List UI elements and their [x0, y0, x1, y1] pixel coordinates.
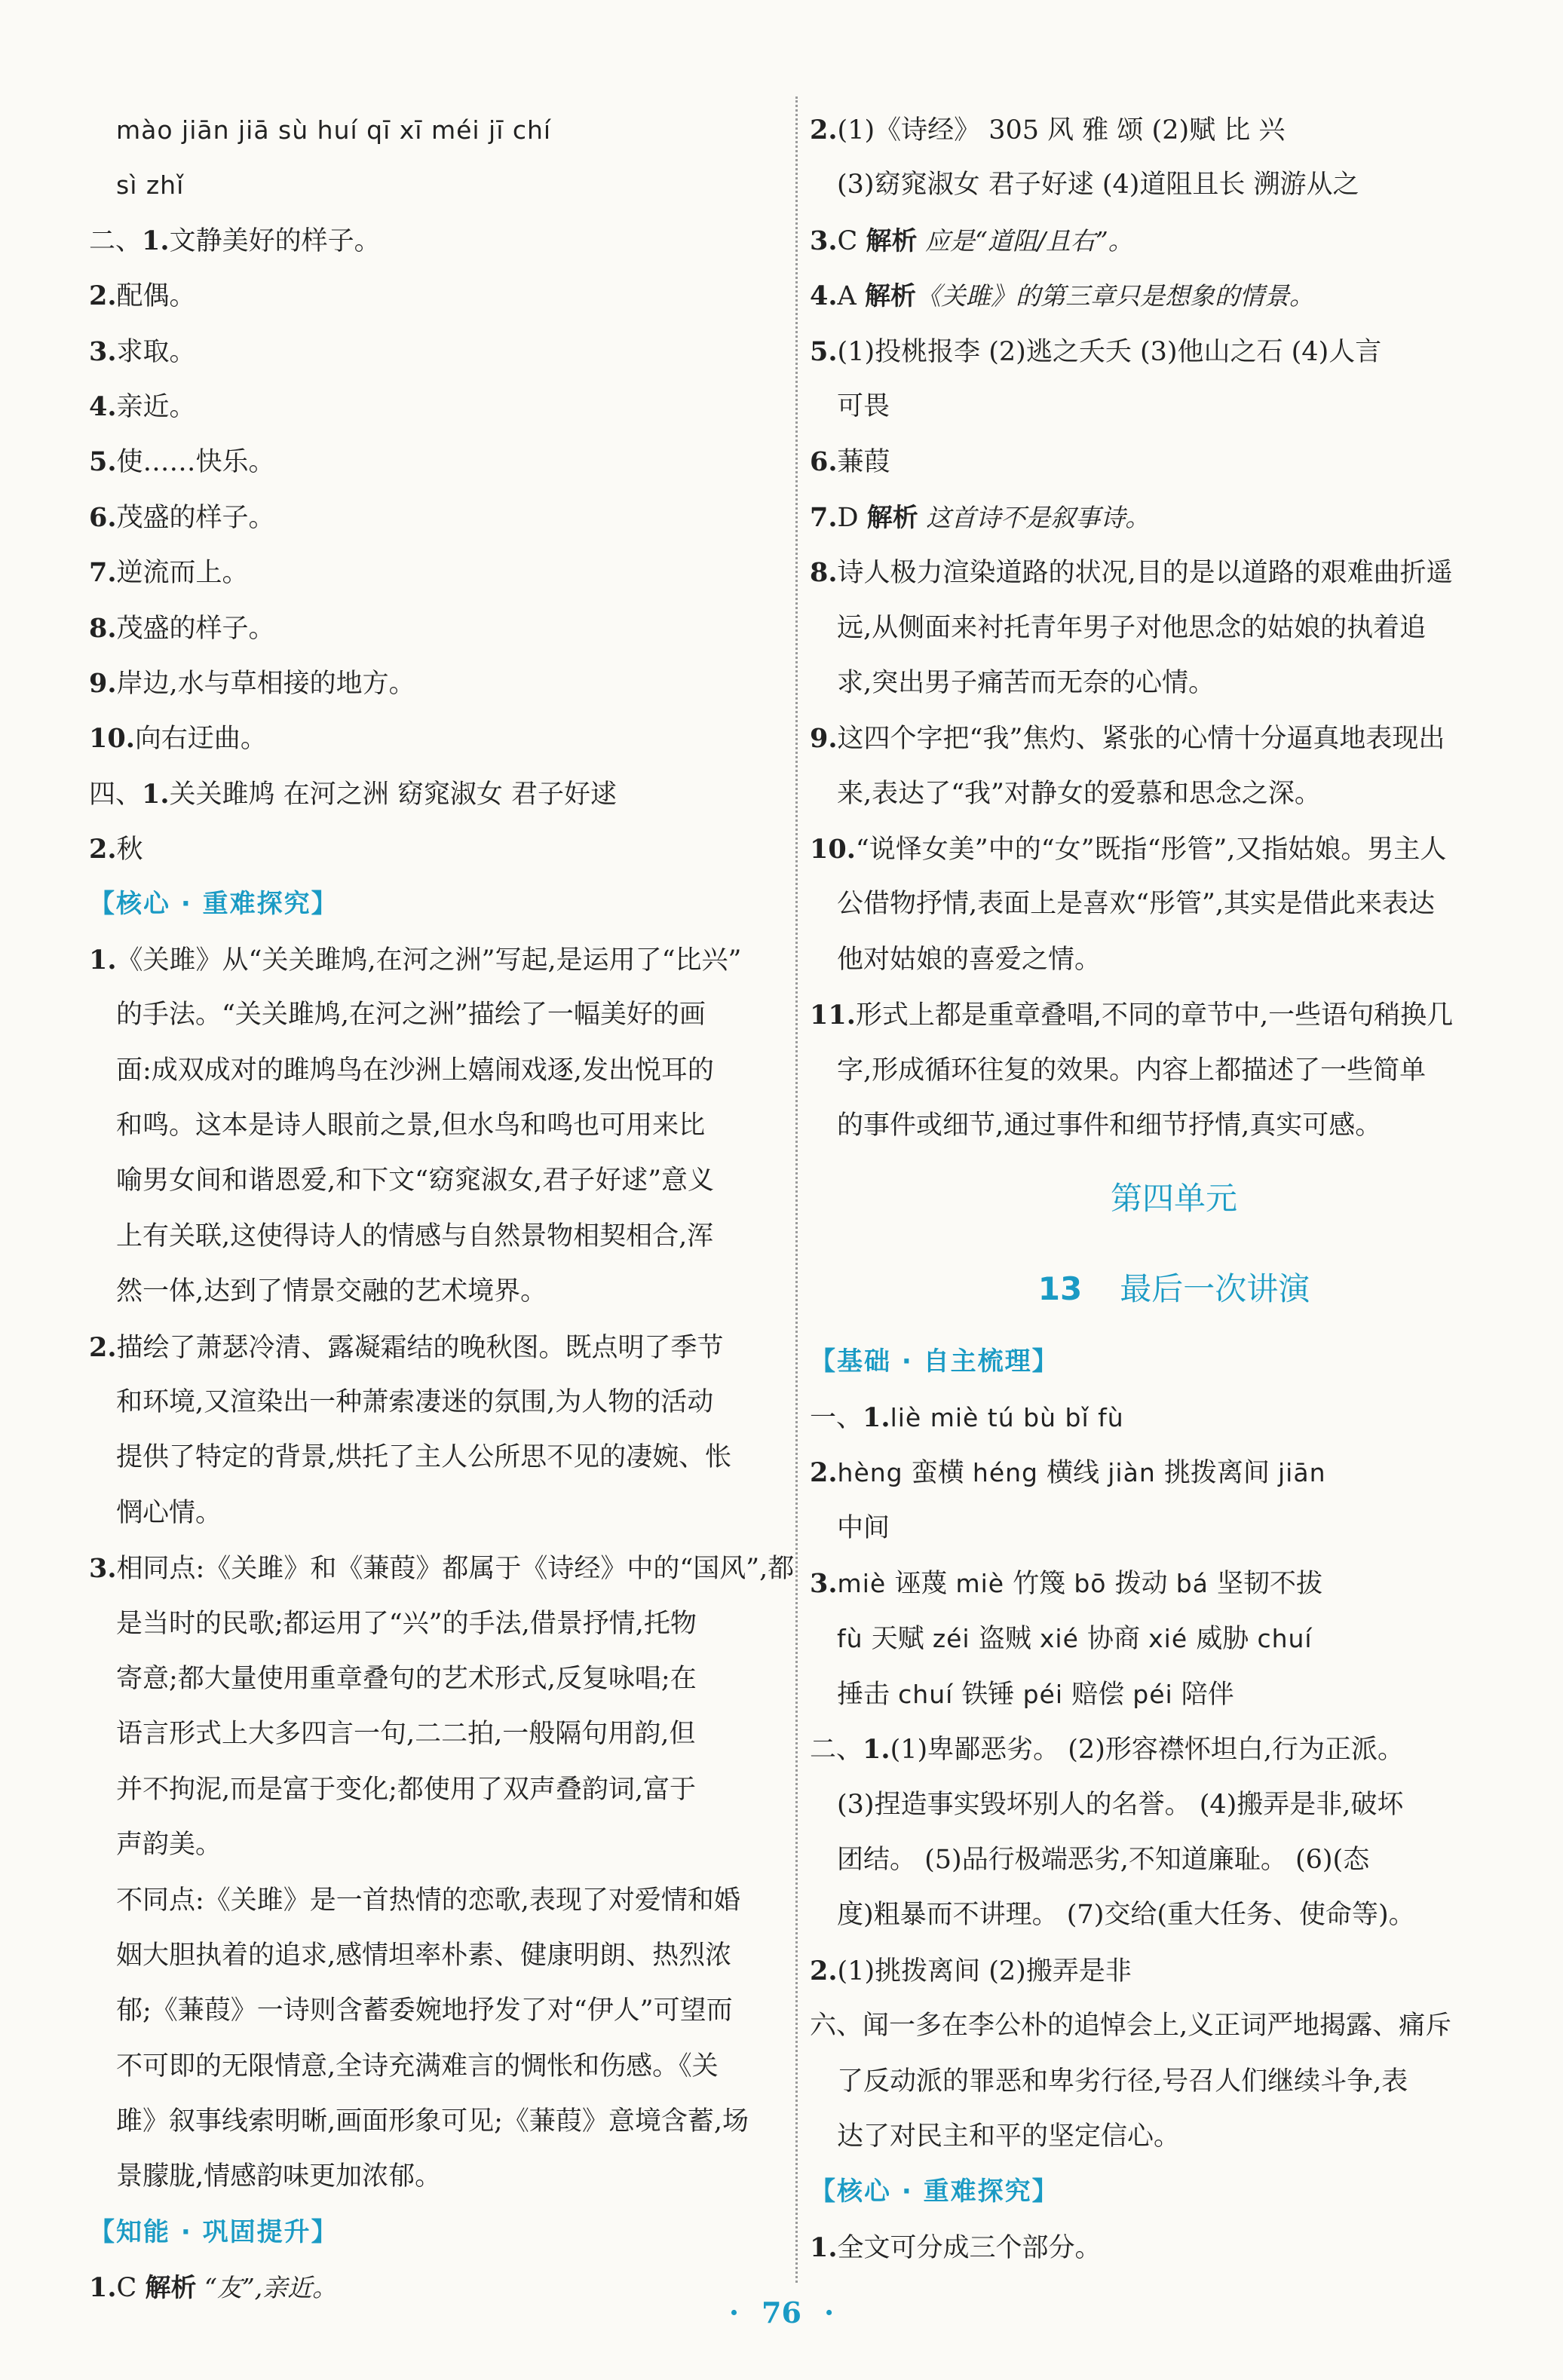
answer-text: 亲近。 [116, 391, 196, 422]
text-line [89, 324, 783, 379]
text-line: 和鸣。这本是诗人眼前之景,但水鸟和鸣也可用来比 [116, 1110, 706, 1141]
text-line [89, 767, 783, 822]
text-line: 声韵美。 [116, 1830, 222, 1861]
text-line: 中间 [837, 1512, 890, 1543]
answer-text: 诬蔑 [886, 1568, 956, 1599]
answer-text: (1)挑拨离间 (2)搬弄是非 [837, 1956, 1132, 1986]
text-line [810, 545, 1511, 600]
item-number: 3. [89, 335, 117, 367]
text-line [810, 988, 1511, 1043]
text-line [89, 213, 783, 268]
text-line [810, 1445, 1511, 1500]
answer-text: 横线 [1038, 1458, 1108, 1489]
answer-text: A [837, 281, 865, 312]
text-line: 姻大胆执着的追求,感情坦率朴素、健康明朗、热烈浓 [116, 1940, 732, 1971]
text-line: 语言形式上大多四言一句,二二拍,一般隔句用韵,但 [116, 1719, 696, 1750]
item-number: 10. [810, 834, 856, 865]
text-line [89, 822, 783, 877]
answer-text: 蒹葭 [837, 447, 890, 478]
item-number: 1. [89, 2272, 117, 2304]
pinyin-text: chuí [898, 1679, 954, 1709]
answer-text: 坚韧不拔 [1208, 1568, 1323, 1599]
text-line [810, 434, 1511, 489]
text-line: 面:成双成对的雎鸠鸟在沙洲上嬉闹戏逐,发出悦耳的 [116, 1055, 714, 1086]
text-line: 是当时的民歌;都运用了“兴”的手法,借景抒情,托物 [116, 1608, 697, 1639]
answer-text: 文静美好的样子。 [169, 225, 381, 256]
pinyin-text: chuí [1257, 1624, 1313, 1654]
answer-text: 这四个字把“我”焦灼、紧张的心情十分逼真地表现出 [837, 724, 1445, 755]
text-line [89, 601, 783, 656]
text-line: (3)捏造事实毁坏别人的名誉。 (4)搬弄是非,破坏 [837, 1789, 1404, 1820]
text-line [810, 711, 1511, 766]
item-number: 2. [89, 280, 117, 312]
column-divider [795, 96, 798, 2283]
text-line [89, 656, 783, 711]
answer-text: (1)卑鄙恶劣。 (2)形容襟怀坦白,行为正派。 [890, 1735, 1404, 1766]
analysis-label: 解析 [145, 2273, 197, 2304]
text-line: 不同点:《关雎》是一首热情的恋歌,表现了对爱情和婚 [116, 1885, 740, 1916]
analysis-text: “友”,亲近。 [196, 2273, 338, 2303]
item-number: 4. [810, 280, 838, 312]
item-number: 10. [89, 723, 135, 755]
answer-text: 使……快乐。 [116, 447, 275, 478]
text-line: (3)窈窕淑女 君子好逑 (4)道阻且长 溯游从之 [837, 170, 1359, 201]
text-line [810, 1390, 1511, 1445]
text-line [810, 490, 1511, 545]
text-line: 并不拘泥,而是富于变化;都使用了双声叠韵词,富于 [116, 1774, 697, 1805]
text-line: 郁;《蒹葭》一诗则含蓄委婉地抒发了对“伊人”可望而 [116, 1996, 733, 2026]
item-number: 2. [89, 1331, 117, 1363]
page-number-dot-left: · [728, 2296, 740, 2329]
pinyin-text: zéi [932, 1624, 970, 1654]
pinyin-text: liè miè tú bù bǐ fù [890, 1402, 1124, 1432]
answer-text: 描绘了萧瑟冷清、露凝霜结的晚秋图。既点明了季节 [116, 1332, 724, 1363]
text-line: 和环境,又渲染出一种萧索凄迷的氛围,为人物的活动 [116, 1386, 714, 1417]
item-number: 3. [810, 225, 838, 256]
text-line: 提供了特定的背景,烘托了主人公所思不见的凄婉、怅 [116, 1442, 732, 1473]
pinyin-text: jiàn [1108, 1458, 1156, 1488]
item-number: 2. [810, 1457, 838, 1489]
item-number: 1. [863, 1734, 890, 1766]
answer-text: 挑拨离间 [1155, 1458, 1279, 1489]
text-line: 寄意;都大量使用重章叠句的艺术形式,反复咏唱;在 [116, 1663, 697, 1694]
item-number: 6. [810, 446, 838, 478]
pinyin-text: miè [837, 1568, 887, 1598]
pinyin-text: héng [972, 1458, 1038, 1488]
item-number: 1. [142, 225, 170, 256]
text-line [810, 1722, 1511, 1777]
answer-text: 四、 [89, 779, 143, 810]
unit-heading: 第四单元 [1110, 1180, 1237, 1218]
pinyin-text: péi [1132, 1679, 1173, 1709]
text-line [89, 545, 783, 600]
section-heading: 【基础 · 自主梳理】 [810, 1346, 1059, 1377]
answer-text: 诗人极力渲染道路的状况,目的是以道路的艰难曲折遥 [837, 558, 1453, 589]
page-number-value: 76 [762, 2296, 801, 2329]
text-line: 景朦胧,情感韵味更加浓郁。 [116, 2161, 442, 2192]
item-number: 3. [89, 1553, 117, 1585]
answer-text: 捶击 [837, 1679, 899, 1710]
text-line: 度)粗暴而不讲理。 (7)交给(重大任务、使命等)。 [837, 1900, 1415, 1931]
text-line: 可畏 [837, 391, 890, 421]
answer-text: 相同点:《关雎》和《蒹葭》都属于《诗经》中的“国风”,都 [116, 1554, 795, 1585]
pinyin-text: xié [1148, 1624, 1188, 1654]
item-number: 7. [810, 501, 838, 533]
lesson-heading [810, 1244, 1511, 1334]
text-line [810, 1944, 1511, 1999]
pinyin-text: fù [837, 1624, 863, 1654]
text-line: 雎》叙事线索明晰,画面形象可见;《蒹葭》意境含蓄,场 [116, 2106, 749, 2137]
text-line: 不可即的无限情意,全诗充满难言的惆怅和伤感。《关 [116, 2051, 719, 2081]
answer-text: 竹篾 [1004, 1568, 1074, 1599]
answer-text: 关关雎鸠 在河之洲 窈窕淑女 君子好逑 [169, 779, 617, 810]
text-line: 六、闻一多在李公朴的追悼会上,义正词严地揭露、痛斥 [810, 2011, 1452, 2042]
answer-text: 茂盛的样子。 [116, 613, 275, 644]
item-number: 5. [89, 446, 117, 478]
item-number: 1. [89, 944, 117, 976]
answer-text: D [837, 502, 867, 533]
text-line: 来,表达了“我”对静女的爱慕和思念之深。 [837, 778, 1321, 809]
page-number-dot-right: · [823, 2296, 835, 2329]
text-line [810, 1667, 1511, 1722]
section-heading: 【核心 · 重难探究】 [810, 2176, 1059, 2207]
text-line: 喻男女间和谐恩爱,和下文“窈窕淑女,君子好逑”意义 [116, 1165, 715, 1196]
item-number: 1. [863, 1401, 890, 1433]
pinyin-text: bō [1074, 1568, 1107, 1598]
text-line: 然一体,达到了情景交融的艺术境界。 [116, 1276, 547, 1307]
answer-text: “说怿女美”中的“女”既指“彤管”,又指姑娘。男主人 [855, 835, 1447, 865]
pinyin-text: xié [1039, 1624, 1079, 1654]
answer-text: 陪伴 [1172, 1679, 1234, 1710]
text-line [89, 490, 783, 545]
text-line [89, 711, 783, 766]
item-number: 8. [89, 612, 117, 644]
answer-text: 茂盛的样子。 [116, 502, 275, 533]
lesson-title: 最后一次讲演 [1120, 1270, 1310, 1308]
text-line: 惘心情。 [116, 1497, 222, 1528]
text-line [810, 822, 1511, 877]
answer-text: 威胁 [1188, 1624, 1258, 1655]
item-number: 1. [142, 778, 170, 810]
answer-text: (1)《诗经》 305 风 雅 颂 (2)赋 比 兴 [837, 115, 1286, 145]
answer-text: C [837, 225, 866, 256]
text-line [89, 434, 783, 489]
answer-text: 求取。 [116, 336, 196, 367]
answer-text: 二、 [89, 225, 143, 256]
answer-text: 逆流而上。 [116, 558, 249, 589]
text-line [89, 268, 783, 323]
text-line [810, 213, 1511, 268]
answer-text: 二、 [810, 1735, 863, 1766]
analysis-label: 解析 [866, 502, 918, 533]
text-line: 远,从侧面来衬托青年男子对他思念的姑娘的执着追 [837, 612, 1427, 643]
answer-text: 一、 [810, 1402, 863, 1433]
answer-text: 配偶。 [116, 281, 196, 312]
text-line [89, 1320, 783, 1375]
right-column [810, 103, 1511, 2275]
text-line [89, 1541, 795, 1596]
item-number: 2. [810, 1955, 838, 1986]
answer-text: C [116, 2273, 146, 2304]
pinyin-text: péi [1022, 1679, 1063, 1709]
text-line [810, 2220, 1511, 2275]
text-line [810, 1556, 1511, 1611]
text-line [89, 379, 783, 434]
text-line: 字,形成循环往复的效果。内容上都描述了一些简单 [837, 1055, 1427, 1086]
answer-text: 《关雎》从“关关雎鸠,在河之洲”写起,是运用了“比兴” [116, 945, 742, 976]
text-line: 了反动派的罪恶和卑劣行径,号召人们继续斗争,表 [837, 2066, 1408, 2097]
answer-text: 形式上都是重章叠唱,不同的章节中,一些语句稍换几 [855, 1000, 1454, 1031]
item-number: 5. [810, 335, 838, 367]
item-number: 1. [810, 2231, 838, 2263]
text-line: 求,突出男子痛苦而无奈的心情。 [837, 667, 1215, 698]
item-number: 3. [810, 1567, 838, 1599]
answer-text: 向右迂曲。 [134, 724, 267, 755]
item-number: 4. [89, 391, 117, 422]
text-line [810, 324, 1511, 379]
text-line: 公借物抒情,表面上是喜欢“彤管”,其实是借此来表达 [837, 889, 1436, 920]
page-number [0, 2296, 1563, 2329]
item-number: 8. [810, 557, 838, 589]
text-line: 达了对民主和平的坚定信心。 [837, 2121, 1181, 2152]
lesson-number: 13 [1037, 1270, 1083, 1308]
item-number: 2. [810, 115, 838, 145]
answer-text: (1)投桃报李 (2)逃之夭夭 (3)他山之石 (4)人言 [837, 336, 1382, 367]
section-heading: 【核心 · 重难探究】 [89, 889, 339, 920]
answer-text: 协商 [1078, 1624, 1149, 1655]
item-number: 2. [89, 834, 117, 865]
analysis-text: 应是“道阻/且右”。 [917, 225, 1133, 256]
text-line: 的事件或细节,通过事件和细节抒情,真实可感。 [837, 1110, 1382, 1141]
item-number: 11. [810, 1000, 856, 1031]
answer-text: 蛮横 [903, 1458, 973, 1489]
answer-text: 拨动 [1106, 1568, 1176, 1599]
item-number: 9. [89, 667, 117, 699]
answer-text: 秋 [116, 835, 143, 865]
text-line: sì zhǐ [116, 170, 185, 201]
pinyin-text: hèng [837, 1458, 903, 1488]
pinyin-text: bá [1175, 1568, 1209, 1598]
text-line [810, 1611, 1511, 1666]
pinyin-text: miè [955, 1568, 1005, 1598]
answer-text: 铁锤 [953, 1679, 1023, 1710]
text-line: mào jiān jiā sù huí qī xī méi jī chí [116, 115, 552, 145]
text-line: 的手法。“关关雎鸠,在河之洲”描绘了一幅美好的画 [116, 1000, 706, 1031]
item-number: 9. [810, 723, 838, 755]
text-line [810, 268, 1511, 323]
text-line: 团结。 (5)品行极端恶劣,不知道廉耻。 (6)(态 [837, 1844, 1370, 1875]
analysis-text: 这首诗不是叙事诗。 [918, 502, 1151, 532]
analysis-text: 《关雎》的第三章只是想象的情景。 [915, 281, 1314, 311]
pinyin-text: jiān [1278, 1458, 1326, 1488]
item-number: 7. [89, 557, 117, 589]
answer-text: 赔偿 [1062, 1679, 1133, 1710]
answer-text: 天赋 [863, 1624, 933, 1655]
answer-text: 岸边,水与草相接的地方。 [116, 668, 415, 699]
text-line [810, 103, 1511, 158]
analysis-label: 解析 [864, 281, 916, 312]
text-line [89, 933, 783, 988]
text-line: 他对姑娘的喜爱之情。 [837, 944, 1102, 975]
answer-text: 全文可分成三个部分。 [837, 2232, 1102, 2263]
section-heading: 【知能 · 巩固提升】 [89, 2216, 339, 2247]
text-line: 上有关联,这使得诗人的情感与自然景物相契相合,浑 [116, 1221, 714, 1251]
answer-text: 盗贼 [970, 1624, 1040, 1655]
analysis-label: 解析 [866, 225, 918, 256]
item-number: 6. [89, 501, 117, 533]
